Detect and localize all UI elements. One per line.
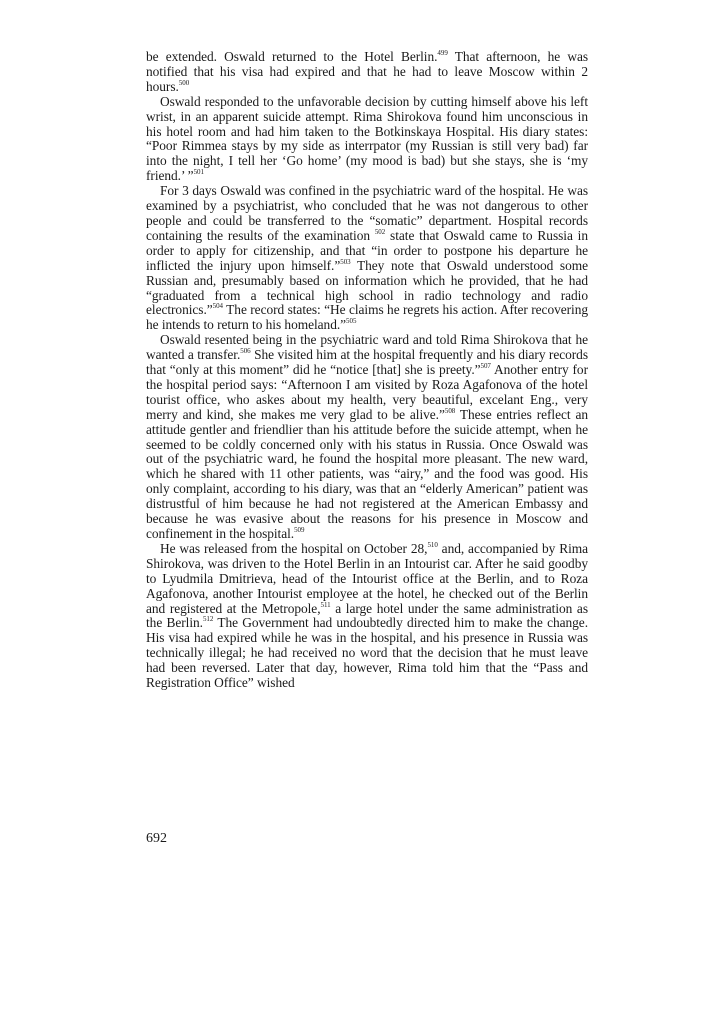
- paragraph-text: She visited him at the hospital frequently and his diary records that “only at this moment” did he “notice [that] she is preety.”: [146, 347, 588, 378]
- footnote-ref: 503: [340, 257, 351, 266]
- paragraph-text: be extended. Oswald returned to the Hotel Berlin.: [146, 49, 438, 64]
- paragraph-text: state that Oswald came to Russia in order to apply for citizenship, and that “in order to postpone his departure he inflicted the injury upon himself.”: [146, 227, 589, 273]
- paragraph: [146, 95, 588, 184]
- paragraph-text: These entries reflect an attitude gentler and friendlier than his attitude before the suicide attempt, when he seemed to be coldly concerned only with his status in Russia. Once Oswald was out of the psychiatric ward, he found the hospital more pleasant. The new ward, which he shared with 11 other patients, was “airy,” and the food was good. His only complaint, according to his diary, was that an “elderly American” patient was distrustful of him because he had not registered at the American Embassy and because he was evasive about the reasons for his presence in Moscow and confinement in the hospital.: [146, 406, 588, 541]
- paragraph-text: The record states: “He claims he regrets his action. After recovering he intends to return to his homeland.”: [146, 302, 588, 333]
- paragraph-text: He was released from the hospital on October 28,: [160, 540, 428, 556]
- paragraph: [146, 184, 588, 333]
- footnote-ref: 506: [240, 347, 251, 356]
- paragraph-text: The Government had undoubtedly directed him to make the change. His visa had expired while he was in the hospital, and his presence in Russia was technically illegal; he had received no word that the decision that he must leave had been reversed. Later that day, however, Rima told him that the “Pass and Registration Office” wished: [146, 615, 588, 691]
- footnote-ref: 502: [374, 227, 386, 236]
- footnote-ref: 504: [212, 302, 223, 311]
- paragraph: [146, 50, 588, 95]
- footnote-ref: 500: [178, 78, 190, 87]
- paragraph: [146, 333, 588, 542]
- paragraph-text: Another entry for the hospital period says: “Afternoon I am visited by Roza Agafonova of the hotel tourist office, who askes about my health, very beautiful, excelant Eng., very merry and kind, she makes me very glad to be alive.”: [146, 362, 588, 422]
- footnote-ref: 505: [346, 317, 357, 326]
- footnote-ref: 501: [193, 168, 204, 177]
- footnote-ref: 499: [437, 49, 448, 57]
- page-number: 692: [146, 831, 167, 846]
- footnote-ref: 508: [444, 406, 456, 415]
- paragraph-text: They note that Oswald understood some Russian and, presumably based on information which he provided, that he had “graduated from a technical high school in radio technology and radio electronics.”: [146, 257, 588, 318]
- footnote-ref: 507: [480, 362, 491, 371]
- footnote-ref: 511: [320, 600, 331, 609]
- paragraph-text: For 3 days Oswald was confined in the psychiatric ward of the hospital. He was examined by a psychiatrist, who concluded that he was not dangerous to other people and could be transferred to the “somatic” department. Hospital records containing the results of the examination: [146, 183, 588, 243]
- footnote-ref: 512: [202, 615, 214, 624]
- body-text: [146, 50, 588, 691]
- paragraph-text: Oswald resented being in the psychiatric ward and told Rima Shirokova that he wanted a transfer.: [146, 332, 588, 363]
- footnote-ref: 509: [294, 526, 305, 534]
- footnote-ref: 510: [427, 540, 438, 549]
- paragraph-text: That afternoon, he was notified that his visa had expired and that he had to leave Moscow within 2 hours.: [146, 49, 589, 94]
- paragraph-text: Oswald responded to the unfavorable decision by cutting himself above his left wrist, in an apparent suicide attempt. Rima Shirokova found him unconscious in his hotel room and had him taken to the Botkinskaya Hospital. His diary states: “Poor Rimmea stays by my side as interrpator (my Russian is still very bad) far into the night, I tell her ‘Go home’ (my mood is bad) but she stays, she is ‘my friend.’ ”: [146, 93, 588, 184]
- paragraph: [146, 542, 588, 691]
- paragraph-text: a large hotel under the same administration as the Berlin.: [146, 600, 588, 631]
- paragraph-text: and, accompanied by Rima Shirokova, was driven to the Hotel Berlin in an Intourist car. After he said goodby to Lyudmila Dmitrieva, head of the Intourist office at the Berlin, and to Roza Agafonova, another Intourist employee at the hotel, he checked out of the Berlin and registered at the Metropole,: [146, 540, 589, 616]
